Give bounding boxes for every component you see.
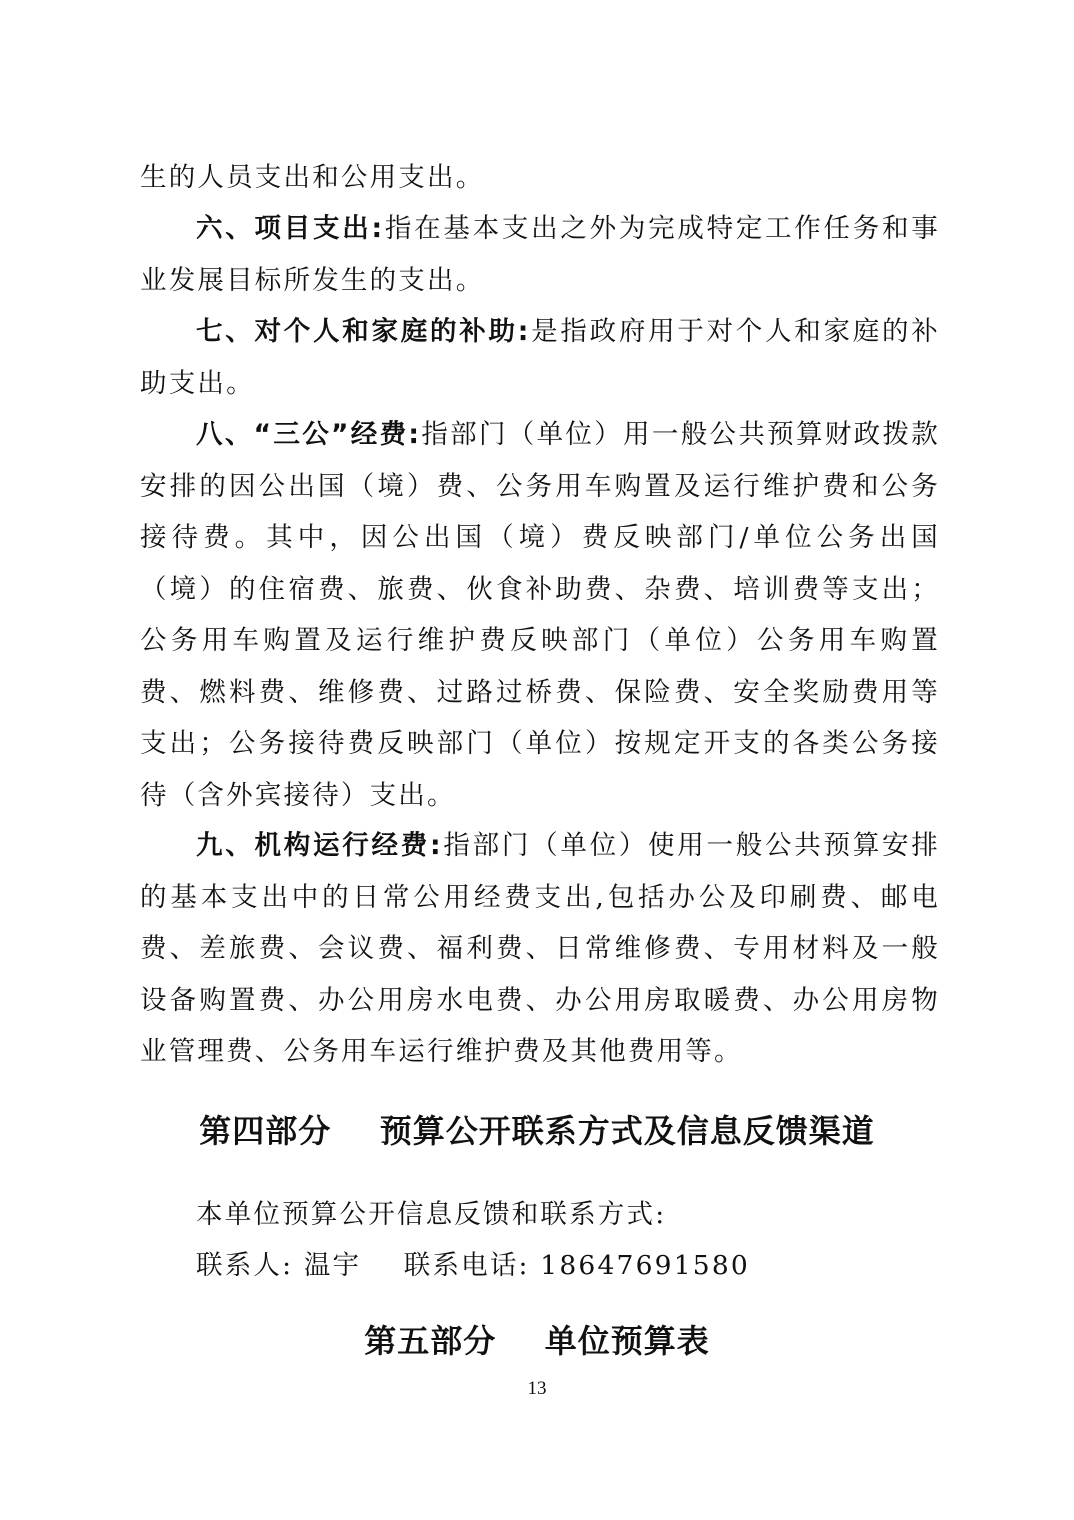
definition-text: 指部门（单位）用一般公共预算财政拨款安排的因公出国（境）费、公务用车购置及运行维护费和公务接待费。其中，因公出国（境）费反映部门/单位公务出国（境）的住宿费、旅费、伙食补助费、杂费、培训费等支出；公务用车购置及运行维护费反映部门（单位）公务用车购置费、燃料费、维修费、过路过桥费、保险费、安全奖励费用等支出；公务接待费反映部门（单位）按规定开支的各类公务接待（含外宾接待）支出。 [140, 419, 940, 811]
section-5-heading: 第五部分 单位预算表 [364, 1322, 710, 1360]
definition-project-expenditure [140, 203, 940, 306]
definition-term: 八、“三公”经费: [196, 419, 422, 450]
definition-text: 指部门（单位）使用一般公共预算安排的基本支出中的日常公用经费支出,包括办公及印刷费、邮电费、差旅费、会议费、福利费、日常维修费、专用材料及一般设备购置费、办公用房水电费、办公用房取暖费、办公用房物业管理费、公务用车运行维护费及其他费用等。 [140, 830, 940, 1067]
definition-term: 七、对个人和家庭的补助: [196, 316, 531, 347]
section-4-heading: 第四部分 预算公开联系方式及信息反馈渠道 [199, 1112, 875, 1150]
definition-term: 六、项目支出: [196, 213, 385, 244]
continuation-paragraph: 生的人员支出和公用支出。 [140, 162, 485, 193]
contact-info: 联系人: 温宇 联系电话: 18647691580 [196, 1250, 750, 1281]
page-number: 13 [527, 1378, 547, 1399]
definition-household-subsidy [140, 306, 940, 409]
definition-text: 指在基本支出之外为完成特定工作任务和事业发展目标所发生的支出。 [140, 213, 940, 296]
definition-term: 九、机构运行经费: [196, 830, 443, 861]
definition-operating-expenses [140, 820, 940, 1078]
definition-three-public-expenses [140, 409, 940, 821]
feedback-intro: 本单位预算公开信息反馈和联系方式: [196, 1199, 667, 1230]
definition-text: 是指政府用于对个人和家庭的补助支出。 [140, 316, 940, 399]
